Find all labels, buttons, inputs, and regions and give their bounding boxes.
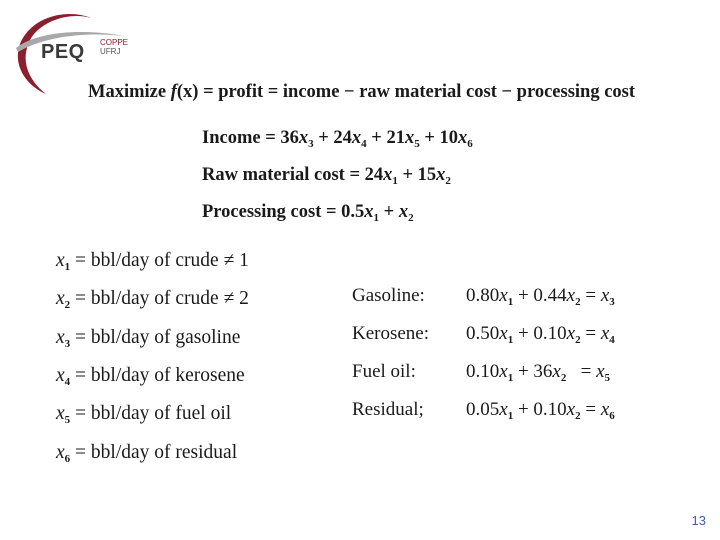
logo-coppe-text: COPPE UFRJ	[100, 38, 129, 56]
gasoline-equation: $0.80x_1 + 0.44x_2 = x_3$	[466, 285, 615, 308]
residual-equation: $0.05x_1 + 0.10x_2 = x_6$	[466, 399, 615, 422]
gasoline-label: Gasoline:	[352, 285, 425, 306]
income-equation: Income = $36x_3 + 24x_4 + 21x_5 + 10x_6$	[202, 128, 473, 150]
kerosene-label: Kerosene:	[352, 323, 430, 344]
objective-line: Maximize f(x) = profit = income − raw material cost − processing cost	[88, 82, 636, 102]
fuel-oil-equation: $0.10x_1 + 36x_2 = x_5$	[466, 361, 610, 384]
raw-material-cost-equation: Raw material $\cos t = 24x_1 + 15x_2$	[202, 165, 451, 187]
logo-peq-text: PEQ	[41, 41, 85, 63]
variable-x5: $x_5 = bbl/day$ of fuel oil	[56, 403, 232, 426]
kerosene-equation: $0.50x_1 + 0.10x_2 = x_4$	[466, 323, 615, 346]
fuel-oil-label: Fuel oil:	[352, 361, 416, 382]
processing-cost-equation: Processing $\cos t = 0.5x_1 + x_2$	[202, 202, 414, 224]
variable-x6: $x_6 = bbl/day$ of residual	[56, 442, 238, 465]
residual-label: Residual;	[352, 399, 424, 420]
variable-x3: $x_3 = bbl/day$ of gasoline	[56, 327, 241, 350]
variable-x2: $x_2 = bbl/day$ of crude ≠ 2	[56, 288, 249, 311]
page-number: 13	[691, 513, 706, 528]
variable-x4: $x_4 = bbl/day$ of kerosene	[56, 365, 245, 388]
variable-x1: $x_1 = bbl/day$ of crude ≠ 1	[56, 250, 249, 273]
